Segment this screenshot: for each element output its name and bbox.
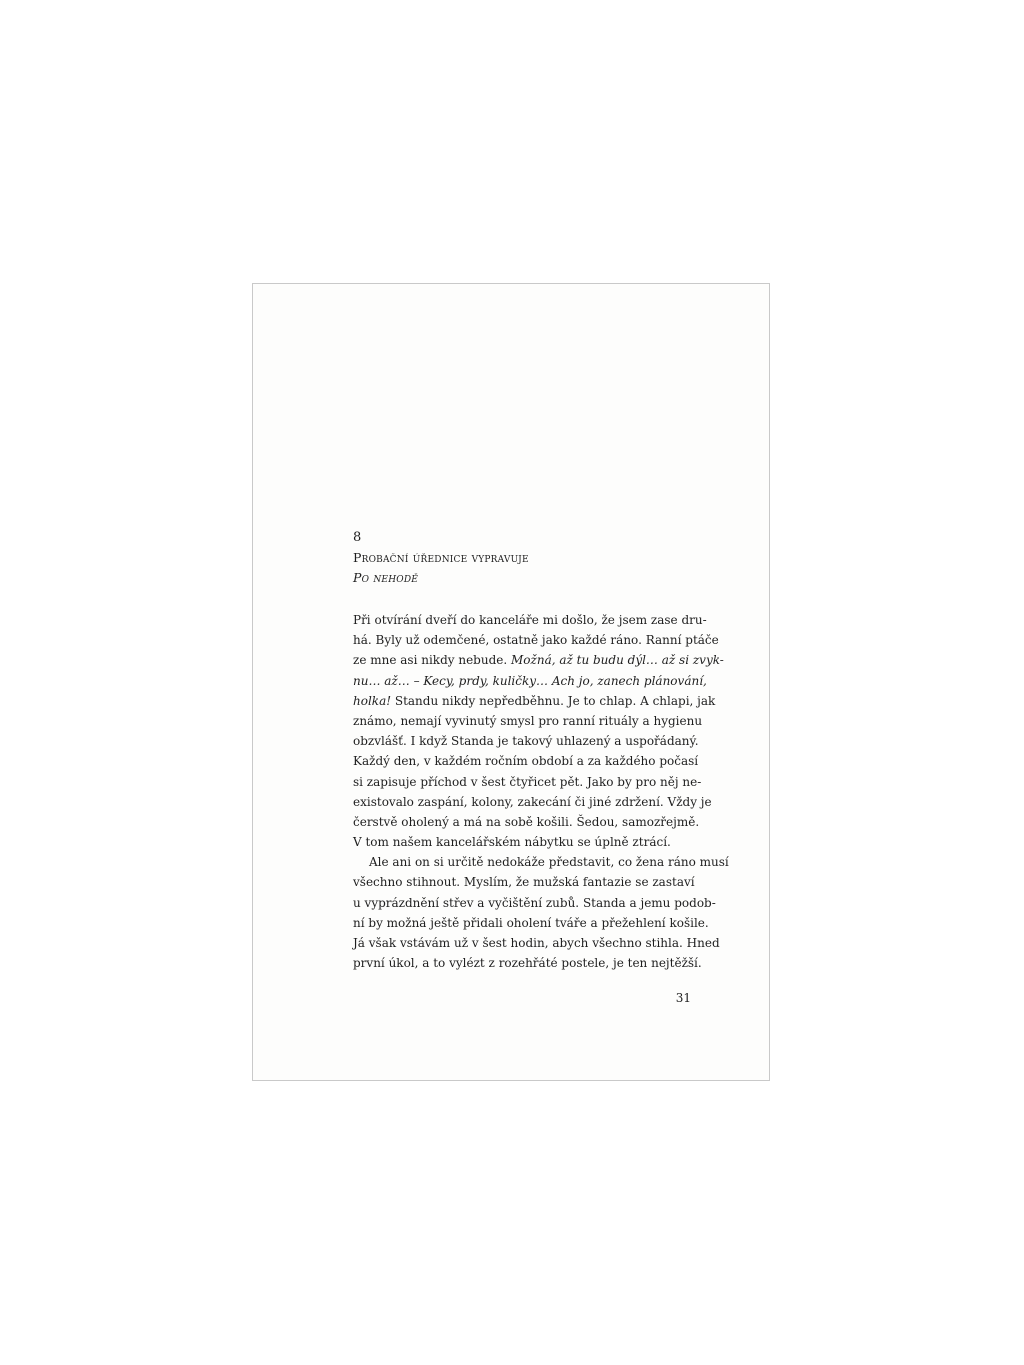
text-line — [353, 751, 699, 771]
text-segment: známo, nemají vyvinutý smysl pro ranní rituály a hygienu — [353, 713, 703, 728]
text-line — [353, 630, 719, 650]
text-line — [353, 852, 729, 872]
italic-segment: holka! — [353, 693, 392, 708]
text-segment: všechno stihnout. Myslím, že mužská fantazie se zastaví — [353, 875, 695, 890]
text-line — [353, 671, 707, 691]
text-line — [353, 953, 702, 973]
text-segment: první úkol, a to vylézt z rozehřáté postele, je ten nejtěžší. — [353, 956, 702, 971]
text-segment: há. Byly už odemčené, ostatně jako každé ráno. Ranní ptáče — [353, 633, 719, 648]
text-segment: Každý den, v každém ročním období a za každého počasí — [353, 754, 699, 769]
italic-segment: nu… až… – Kecy, prdy, kuličky… Ach jo, zanech plánování, — [353, 673, 707, 688]
book-page — [252, 283, 770, 1081]
text-line — [353, 711, 703, 731]
text-segment: čerstvě oholený a má na sobě košili. Šedou, samozřejmě. — [353, 814, 700, 829]
text-line — [353, 731, 699, 751]
chapter-number: 8 — [353, 530, 362, 545]
text-line — [353, 772, 702, 792]
text-segment: obzvlášť. I když Standa je takový uhlazený a uspořádaný. — [353, 734, 699, 749]
text-line — [353, 913, 709, 933]
text-line — [353, 691, 716, 711]
text-line — [353, 650, 724, 670]
text-segment: ze mne asi nikdy nebude. — [353, 653, 511, 668]
text-segment: existovalo zaspání, kolony, zakecání či jiné zdržení. Vždy je — [353, 794, 712, 809]
body-text — [353, 610, 729, 973]
paragraph — [353, 852, 729, 973]
text-segment: ní by možná ještě přidali oholení tváře a přežehlení košile. — [353, 915, 709, 930]
text-segment: Standu nikdy nepředběhnu. Je to chlap. A chlapi, jak — [391, 693, 716, 708]
text-line — [353, 893, 716, 913]
chapter-subtitle: Po nehodě — [353, 570, 419, 585]
text-line — [353, 792, 712, 812]
text-line — [353, 812, 700, 832]
text-block — [353, 528, 729, 973]
text-line — [353, 832, 693, 852]
text-segment: V tom našem kancelářském nábytku se úplně ztrácí. — [353, 835, 671, 850]
text-line — [353, 610, 707, 630]
text-segment: si zapisuje příchod v šest čtyřicet pět. Jako by pro něj ne- — [353, 774, 702, 789]
text-segment: Při otvírání dveří do kanceláře mi došlo, že jsem zase dru- — [353, 613, 707, 627]
text-segment: u vyprázdnění střev a vyčištění zubů. Standa a jemu podob- — [353, 895, 716, 910]
text-line — [353, 933, 720, 953]
chapter-title: Probační úřednice vypravuje — [353, 550, 529, 565]
page-number: 31 — [675, 991, 691, 1005]
text-segment: Já však vstávám už v šest hodin, abych všechno stihla. Hned — [353, 936, 720, 950]
italic-segment: Možná, až tu budu dýl… až si zvyk- — [511, 653, 724, 668]
paragraph — [353, 610, 724, 852]
text-segment: Ale ani on si určitě nedokáže představit, co žena ráno musí — [369, 855, 729, 870]
text-line — [353, 872, 693, 892]
